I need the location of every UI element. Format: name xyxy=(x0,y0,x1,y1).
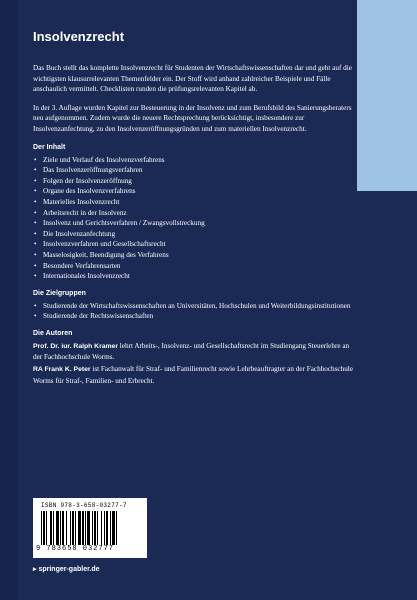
spine-edge xyxy=(0,0,18,600)
list-item: • Materielles Insolvenzrecht xyxy=(34,197,120,206)
list-item: • Folgen der Insolvenzeröffnung xyxy=(34,176,132,185)
list-item: • Besondere Verfahrensarten xyxy=(34,261,121,270)
author-entry xyxy=(33,364,355,386)
audience-list xyxy=(33,301,355,322)
barcode-bar xyxy=(97,511,98,545)
bullet-icon: • xyxy=(34,272,37,281)
barcode-bar xyxy=(60,511,61,545)
barcode-bar xyxy=(116,511,117,545)
barcode-bar xyxy=(110,511,111,545)
bullet-icon: • xyxy=(34,166,37,175)
author-entry xyxy=(33,341,355,363)
barcode-bar xyxy=(66,511,67,545)
barcode-bar xyxy=(104,511,105,545)
intro-paragraph-2: In der 3. Auflage wurden Kapitel zur Besteuerung in der Insolvenz und zum Berufsbild des Sanierungsberaters neu aufgenommen. Zudem wurde die neuere Rechtsprechung berücksichtigt, insbesondere zur Insolvenzanfechtung, zu den Insolvenzeröffnungsgründen und zum materiellen Insolvenzrecht. xyxy=(33,103,352,133)
barcode-bar xyxy=(92,511,93,545)
bullet-icon: • xyxy=(34,197,37,206)
barcode-bar xyxy=(72,511,74,545)
barcode-bar xyxy=(78,511,81,545)
barcode-bar xyxy=(41,511,42,545)
bullet-icon: • xyxy=(34,261,37,270)
barcode-digits: 9 783658 032777 xyxy=(36,545,115,553)
barcode-bar xyxy=(85,511,86,545)
isbn-label: ISBN 978-3-658-03277-7 xyxy=(41,502,127,509)
list-item: • Insolvenz und Gerichtsverfahren / Zwangsvollstreckung xyxy=(34,219,205,228)
bullet-icon: • xyxy=(34,219,37,228)
barcode-bar xyxy=(50,511,52,545)
barcode-bar xyxy=(56,511,59,545)
bullet-icon: • xyxy=(34,187,37,196)
barcode-bar xyxy=(112,511,115,545)
barcode-bar xyxy=(82,511,84,545)
list-item: • Studierende der Rechtswissenschaften xyxy=(34,312,154,321)
bullet-icon: • xyxy=(34,208,37,217)
accent-tab xyxy=(357,0,417,191)
bullet-icon: • xyxy=(34,312,37,321)
authors-heading: Die Autoren xyxy=(33,329,73,337)
list-item: • Organe des Insolvenzverfahrens xyxy=(34,187,136,196)
barcode-bar xyxy=(101,511,102,545)
bullet-icon: • xyxy=(34,301,37,310)
author-name: Prof. Dr. iur. Ralph Kramer xyxy=(33,342,118,350)
intro-paragraph-1: Das Buch stellt das komplette Insolvenzrecht für Studenten der Wirtschaftswissenschaften dar und geht auf die wichtigsten klausurrelevanten Themenfelder ein. Der Stoff wird anhand zahlreicher Beispiele und Fälle anschaulich vermittelt. Checklisten runden die prüfungsrelevanten Kapitel ab. xyxy=(33,64,352,94)
list-item: • Studierende der Wirtschaftswissenschaften an Universitäten, Hochschulen und Weiterbildungsinstitutionen xyxy=(34,301,351,310)
barcode-bar xyxy=(46,511,47,545)
bullet-icon: • xyxy=(34,176,37,185)
list-item: • Internationales Insolvenzrecht xyxy=(34,272,130,281)
barcode-bar xyxy=(53,511,54,545)
barcode xyxy=(33,498,147,558)
barcode-bar xyxy=(43,511,45,545)
contents-list xyxy=(33,155,355,282)
barcode-bar xyxy=(106,511,108,545)
bullet-icon: • xyxy=(34,229,37,238)
bullet-icon: • xyxy=(34,250,37,259)
book-title: Insolvenzrecht xyxy=(33,29,125,44)
barcode-bars xyxy=(41,511,139,545)
list-item: • Masselosigkeit, Beendigung des Verfahrens xyxy=(34,250,169,259)
list-item: • Insolvenzverfahren und Gesellschaftsrecht xyxy=(34,240,166,249)
audience-heading: Die Zielgruppen xyxy=(33,289,86,297)
author-bio: lehrt Arbeits-, Insolvenz- und Gesellschaftsrecht im Studiengang Steuerlehre an der Fachhochschule Worms. xyxy=(33,341,350,362)
bullet-icon: • xyxy=(34,155,37,164)
barcode-bar xyxy=(94,511,96,545)
list-item: • Die Insolvenzanfechtung xyxy=(34,229,116,238)
barcode-bar xyxy=(62,511,64,545)
author-bio: ist Fachanwalt für Straf- und Familienrecht sowie Lehrbeauftragter an der Fachhochschule Worms für Straf-, Familien- und Erbrecht. xyxy=(33,365,353,385)
back-cover-text xyxy=(33,29,355,387)
publisher-url[interactable]: ▸ springer-gabler.de xyxy=(33,566,100,573)
barcode-bar xyxy=(87,511,90,545)
list-item: • Das Insolvenzeröffnungsverfahren xyxy=(34,166,143,175)
bullet-icon: • xyxy=(34,240,37,249)
barcode-bar xyxy=(70,511,71,545)
contents-heading: Der Inhalt xyxy=(33,143,66,151)
authors-block xyxy=(33,341,355,386)
author-name: RA Frank K. Peter xyxy=(33,366,91,374)
list-item: • Ziele und Verlauf des Insolvenzverfahrens xyxy=(34,155,165,164)
barcode-bar xyxy=(75,511,76,545)
list-item: • Arbeitsrecht in der Insolvenz xyxy=(34,208,127,217)
